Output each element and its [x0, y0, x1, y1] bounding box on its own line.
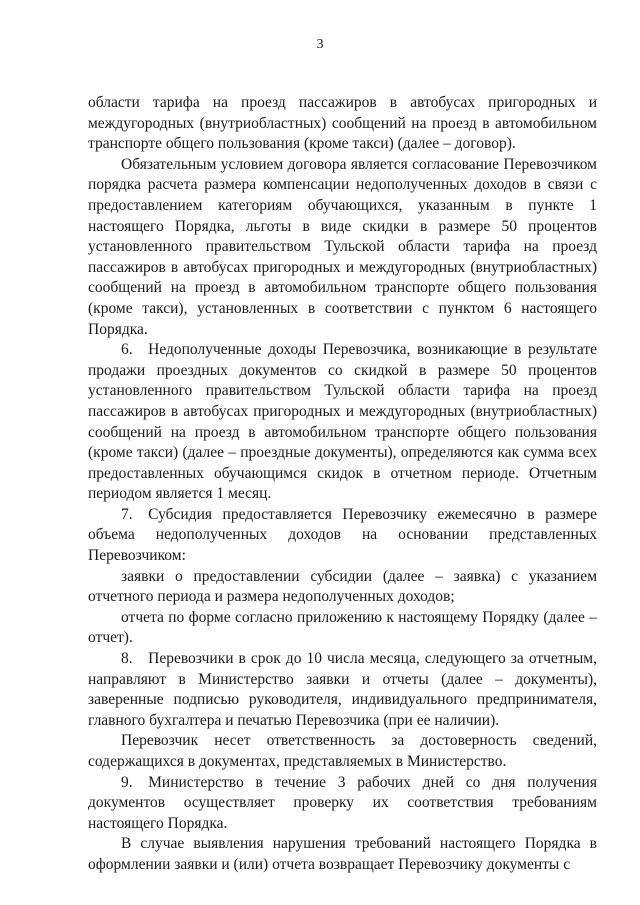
paragraph-agreement-condition: Обязательным условием договора является согласование Перевозчиком порядка расчета размера компенсации недополученных доходов в связи с предоставлением категориям обучающихся, указанным в пункте 1 настоящего Порядка, льготы в виде скидки в размере 50 процентов установленного правительством Тульской области тарифа на проезд пассажиров в автобусах пригородных и междугородных (внутриобластных) сообщений на проезд в автомобильном транспорте общего пользования (кроме такси), установленных в соответствии с пунктом 6 настоящего Порядка.	[88, 155, 597, 338]
paragraph-responsibility: Перевозчик несет ответственность за достоверность сведений, содержащихся в документах, представляемых в Министерство.	[88, 732, 597, 770]
paragraph-item-7: 7. Субсидия предоставляется Перевозчику ежемесячно в размере объема недополученных доходов на основании представленных Перевозчиком:	[88, 505, 597, 565]
paragraph-violation: В случае выявления нарушения требований настоящего Порядка в оформлении заявки и (или) отчета возвращает Перевозчику документы с	[88, 835, 597, 873]
paragraph-item-9: 9. Министерство в течение 3 рабочих дней со дня получения документов осуществляет проверку их соответствия требованиям настоящего Порядка.	[88, 773, 597, 832]
paragraph-item-6: 6. Недополученные доходы Перевозчика, возникающие в результате продажи проездных документов со скидкой в размере 50 процентов установленного правительством Тульской области тарифа на проезд пассажиров в автобусах пригородных и междугородных (внутриобластных) сообщений на проезд в автомобильном транспорте общего пользования (кроме такси) (далее – проездные документы), определяются как сумма всех предоставленных обучающимся скидок в отчетном периоде. Отчетным периодом является 1 месяц.	[88, 341, 597, 503]
paragraph-continuation: области тарифа на проезд пассажиров в автобусах пригородных и междугородных (внутриобластных) сообщений на проезд в автомобильном транспорте общего пользования (кроме такси) (далее – договор).	[88, 94, 597, 153]
page-number: 3	[316, 37, 324, 52]
paragraph-application: заявки о предоставлении субсидии (далее – заявка) с указанием отчетного периода и размера недополученных доходов;	[88, 567, 597, 606]
document-body	[88, 93, 597, 876]
paragraph-report: отчета по форме согласно приложению к настоящему Порядку (далее – отчет).	[88, 608, 597, 647]
paragraph-item-8: 8. Перевозчики в срок до 10 числа месяца, следующего за отчетным, направляют в Министерство заявки и отчеты (далее – документы), заверенные подписью руководителя, индивидуального предпринимателя, главного бухгалтера и печатью Перевозчика (при ее наличии).	[88, 650, 597, 729]
